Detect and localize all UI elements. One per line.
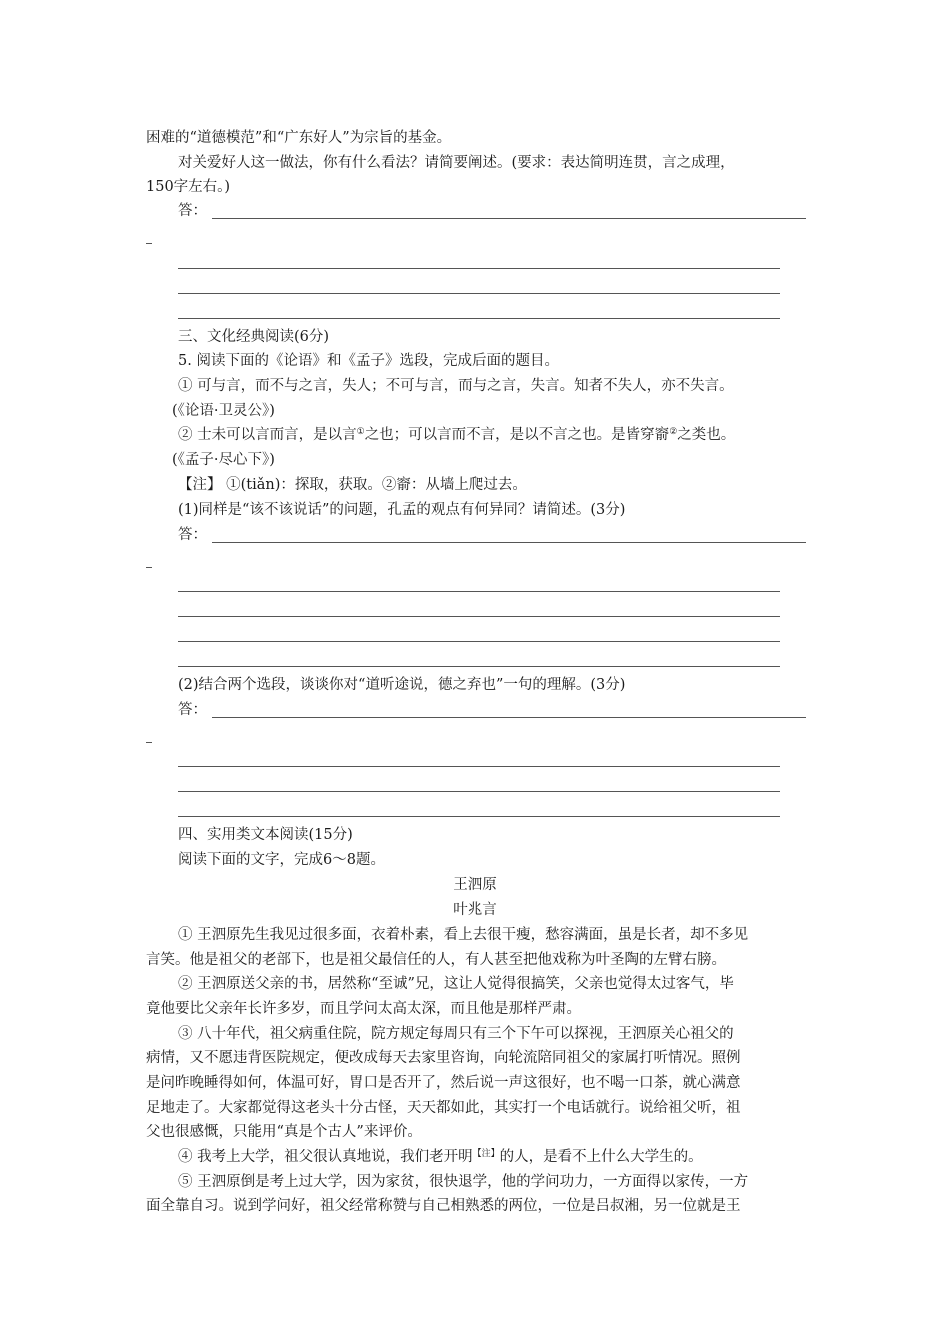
article-line: 面全靠自习。说到学问好，祖父经常称赞与自己相熟悉的两位，一位是吕叔湘，另一位就是王 bbox=[146, 1198, 741, 1214]
article-line: 父也很感慨，只能用“真是个古人”来评价。 bbox=[146, 1124, 422, 1140]
mengzi-passage: ② 士未可以言而言，是以言①之也；可以言而不言，是以不言之也。是皆穿窬②之类也。 bbox=[178, 427, 736, 443]
sub1-answer-line-3[interactable] bbox=[178, 616, 780, 617]
lunyu-source: (《论语·卫灵公》) bbox=[172, 403, 275, 419]
article-line: 言笑。他是祖父的老部下，也是祖父最信任的人，有人甚至把他戏称为叶圣陶的左臂右膀。 bbox=[146, 952, 726, 968]
essay-prompt-line1: 对关爱好人这一做法，你有什么看法？请简要阐述。(要求：表达简明连贯，言之成理， bbox=[178, 155, 735, 171]
article-line: 竟他要比父亲年长许多岁，而且学问太高太深，而且他是那样严肃。 bbox=[146, 1001, 581, 1017]
article-line: 病情，又不愿违背医院规定，便改成每天去家里咨询，向轮流陪同祖父的家属打听情况。照例 bbox=[146, 1050, 741, 1066]
footnote-mark-1: ① bbox=[356, 427, 365, 437]
answer-line-continuation-mark bbox=[146, 243, 152, 244]
essay-answer-line-1[interactable] bbox=[212, 218, 806, 219]
sub1-answer-line-1[interactable] bbox=[212, 542, 806, 543]
article-line: 足地走了。大家都觉得这老头十分古怪，天天都如此，其实打一个电话就行。说给祖父听，祖 bbox=[146, 1100, 741, 1116]
subquestion-1-answer-label: 答： bbox=[178, 527, 207, 543]
essay-answer-label: 答： bbox=[178, 203, 207, 219]
essay-answer-line-2[interactable] bbox=[178, 268, 780, 269]
sub2-answer-line-1[interactable] bbox=[212, 717, 806, 718]
article-line: ③ 八十年代，祖父病重住院，院方规定每周只有三个下午可以探视，王泗原关心祖父的 bbox=[178, 1026, 734, 1042]
essay-answer-line-3[interactable] bbox=[178, 293, 780, 294]
article-line: ① 王泗原先生我见过很多面，衣着朴素，看上去很干瘦，愁容满面，虽是长者，却不多见 bbox=[178, 927, 749, 943]
essay-continuation: 困难的“道德模范”和“广东好人”为宗旨的基金。 bbox=[146, 130, 452, 146]
article-line: ② 王泗原送父亲的书，居然称“至诚”兄，这让人觉得很搞笑，父亲也觉得太过客气，毕 bbox=[178, 976, 734, 992]
sub2-answer-line-3[interactable] bbox=[178, 791, 780, 792]
sub1-answer-line-5[interactable] bbox=[178, 666, 780, 667]
article-author: 叶兆言 bbox=[453, 902, 497, 918]
article-line: 是问昨晚睡得如何，体温可好，胃口是否开了，然后说一声这很好，也不喝一口茶，就心满意 bbox=[146, 1075, 741, 1091]
section4-heading: 四、实用类文本阅读(15分) bbox=[178, 827, 353, 843]
answer-line-continuation-mark bbox=[146, 567, 152, 568]
article-title: 王泗原 bbox=[453, 877, 497, 893]
annotation-note: 【注】 ①(tiǎn)：探取，获取。②窬：从墙上爬过去。 bbox=[178, 477, 527, 493]
article-line: ⑤ 王泗原倒是考上过大学，因为家贫，很快退学，他的学问功力，一方面得以家传，一方 bbox=[178, 1174, 749, 1190]
subquestion-2-answer-label: 答： bbox=[178, 702, 207, 718]
subquestion-2: (2)结合两个选段，谈谈你对“道听途说，德之弃也”一句的理解。(3分) bbox=[178, 677, 626, 693]
question5-prompt: 5. 阅读下面的《论语》和《孟子》选段，完成后面的题目。 bbox=[178, 353, 559, 369]
mengzi-source: (《孟子·尽心下》) bbox=[172, 452, 275, 468]
sub1-answer-line-4[interactable] bbox=[178, 641, 780, 642]
sub2-answer-line-2[interactable] bbox=[178, 766, 780, 767]
lunyu-passage: ① 可与言，而不与之言，失人；不可与言，而与之言，失言。知者不失人，亦不失言。 bbox=[178, 378, 734, 394]
footnote-mark-2: ② bbox=[669, 427, 678, 437]
article-paragraph-4: ④ 我考上大学，祖父很认真地说，我们老开明$^{【注】}$的人，是看不上什么大学生的。 bbox=[178, 1149, 703, 1165]
essay-prompt-line2: 150字左右。) bbox=[146, 179, 231, 195]
footnote-mark: 【注】 bbox=[472, 1149, 500, 1159]
subquestion-1: (1)同样是“该不该说话”的问题，孔孟的观点有何异同？请简述。(3分) bbox=[178, 502, 626, 518]
section4-instruction: 阅读下面的文字，完成6～8题。 bbox=[178, 852, 385, 868]
section3-heading: 三、文化经典阅读(6分) bbox=[178, 329, 330, 345]
sub2-answer-line-4[interactable] bbox=[178, 816, 780, 817]
sub1-answer-line-2[interactable] bbox=[178, 591, 780, 592]
answer-line-continuation-mark bbox=[146, 742, 152, 743]
essay-answer-line-4[interactable] bbox=[178, 318, 780, 319]
